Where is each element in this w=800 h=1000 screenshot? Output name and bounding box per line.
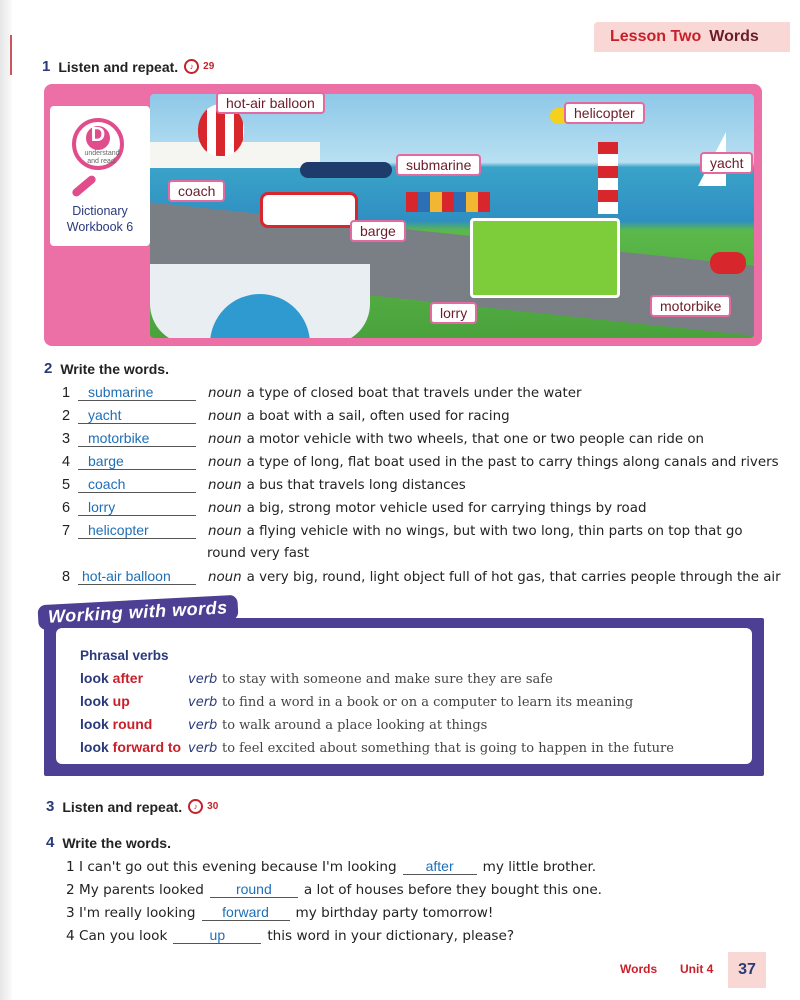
label-helicopter: helicopter <box>564 102 645 124</box>
part-of-speech: noun <box>208 455 242 470</box>
sentence-after: my little brother. <box>482 859 597 875</box>
verb-particle: up <box>112 693 130 709</box>
word-number: 7 <box>62 523 71 539</box>
definition-text: a type of closed boat that travels under the water <box>246 386 582 401</box>
verb-base: look <box>80 693 109 709</box>
definition-continuation: round very fast <box>207 546 310 561</box>
margin-mark <box>10 35 12 75</box>
definition-text: a motor vehicle with two wheels, that one or two people can ride on <box>246 432 705 447</box>
lesson-label: Lesson Two <box>610 28 702 45</box>
section-3-number: 3 <box>46 798 55 815</box>
label-yacht: yacht <box>700 152 753 174</box>
word-number: 8 <box>62 569 71 585</box>
word-answer-field[interactable]: helicopter <box>78 522 196 539</box>
word-number: 4 <box>62 454 71 470</box>
word-item <box>62 384 582 406</box>
audio-cd-icon[interactable]: ♪ <box>184 59 199 74</box>
sentence-item <box>66 904 493 926</box>
phrasal-verb-row <box>80 716 487 736</box>
section-4-heading <box>46 834 171 851</box>
sentence-after: my birthday party tomorrow! <box>295 905 494 921</box>
magnifier-icon <box>72 118 124 170</box>
verb-particle: after <box>112 670 144 686</box>
word-definition <box>208 524 743 539</box>
dictionary-callout <box>50 106 150 246</box>
definition-text: a big, strong motor vehicle used for carrying things by road <box>246 501 647 516</box>
section-4-number: 4 <box>46 834 55 851</box>
phrasal-verb-row <box>80 670 553 690</box>
word-number: 1 <box>62 385 71 401</box>
verb-base: look <box>80 739 109 755</box>
word-definition <box>208 501 646 516</box>
word-number: 2 <box>62 408 71 424</box>
label-hot-air-balloon: hot-air balloon <box>216 92 325 114</box>
definition-text: a type of long, flat boat used in the past to carry things along canals and rivers <box>246 455 779 470</box>
section-2-heading <box>44 360 169 377</box>
audio-cd-icon[interactable]: ♪ <box>188 799 203 814</box>
word-definition <box>208 455 779 470</box>
phrasal-verb-definition: to stay with someone and make sure they are safe <box>222 672 553 687</box>
sentence-answer-field[interactable]: up <box>173 927 261 944</box>
page-number: 37 <box>728 952 766 988</box>
word-item <box>62 499 646 521</box>
word-answer-field[interactable]: hot-air balloon <box>78 568 196 585</box>
sentence-number: 3 <box>66 905 75 921</box>
section-3-title: Listen and repeat. <box>62 798 183 815</box>
label-coach: coach <box>168 180 225 202</box>
phrasal-verb <box>80 693 188 709</box>
part-of-speech: noun <box>208 524 242 539</box>
sentence-before: I can't go out this evening because I'm looking <box>78 859 397 875</box>
part-of-speech: noun <box>208 478 242 493</box>
definition-text: a bus that travels long distances <box>246 478 466 493</box>
section-1-number: 1 <box>42 58 51 75</box>
motorbike-picture <box>710 252 746 274</box>
phrasal-verb <box>80 670 188 686</box>
part-of-speech: noun <box>208 501 242 516</box>
sentence-before: Can you look <box>78 928 168 944</box>
verb-base: look <box>80 670 109 686</box>
section-2-number: 2 <box>44 360 53 377</box>
word-answer-field[interactable]: barge <box>78 453 196 470</box>
word-answer-field[interactable]: motorbike <box>78 430 196 447</box>
verb-base: look <box>80 716 109 732</box>
sentence-item <box>66 881 602 903</box>
dictionary-small-text: understand and read. <box>84 150 120 165</box>
label-submarine: submarine <box>396 154 481 176</box>
lesson-topic: Words <box>709 28 759 45</box>
sentence-answer-field[interactable]: round <box>210 881 298 898</box>
lesson-header-tab <box>594 22 790 52</box>
part-of-speech: noun <box>208 570 242 585</box>
sentence-answer-field[interactable]: after <box>403 858 477 875</box>
verb-particle: round <box>112 716 153 732</box>
part-of-speech: verb <box>188 741 218 756</box>
magnifier-handle <box>71 174 98 198</box>
part-of-speech: noun <box>208 432 242 447</box>
phrasal-verb-definition: to feel excited about something that is going to happen in the future <box>222 741 674 756</box>
footer-section-name: Words <box>620 962 658 976</box>
sentence-number: 4 <box>66 928 75 944</box>
section-4-title: Write the words. <box>62 834 171 851</box>
dictionary-label-line1: Dictionary <box>72 204 128 218</box>
word-item <box>62 430 704 452</box>
label-motorbike: motorbike <box>650 295 731 317</box>
phrasal-verb-row <box>80 693 633 713</box>
coach-picture <box>260 192 358 228</box>
dictionary-letter: D <box>90 124 106 146</box>
word-answer-field[interactable]: yacht <box>78 407 196 424</box>
lorry-picture <box>470 218 620 298</box>
sentence-item <box>66 858 596 880</box>
barge-picture <box>406 192 490 212</box>
definition-text: a very big, round, light object full of hot gas, that carries people through the air <box>246 570 781 585</box>
section-1-heading <box>42 58 214 75</box>
definition-text: a flying vehicle with no wings, but with two long, thin parts on top that go <box>246 524 743 539</box>
word-number: 6 <box>62 500 71 516</box>
working-with-words-title: Working with words <box>37 595 238 630</box>
dictionary-label-line2: Workbook 6 <box>66 220 134 234</box>
audio-track-number: 29 <box>203 61 215 72</box>
part-of-speech: verb <box>188 718 218 733</box>
sentence-item <box>66 927 514 949</box>
definition-text: a boat with a sail, often used for racing <box>246 409 510 424</box>
sentence-number: 2 <box>66 882 75 898</box>
word-answer-field[interactable]: submarine <box>78 384 196 401</box>
word-definition <box>208 409 510 424</box>
section-3-heading <box>46 798 218 815</box>
section-2-title: Write the words. <box>60 360 169 377</box>
sentence-before: My parents looked <box>78 882 204 898</box>
word-answer-field[interactable]: coach <box>78 476 196 493</box>
part-of-speech: noun <box>208 386 242 401</box>
word-item <box>62 453 779 475</box>
part-of-speech: noun <box>208 409 242 424</box>
phrasal-verb-definition: to find a word in a book or on a computer to learn its meaning <box>222 695 634 710</box>
sentence-answer-field[interactable]: forward <box>202 904 290 921</box>
part-of-speech: verb <box>188 695 218 710</box>
word-number: 5 <box>62 477 71 493</box>
word-item <box>62 407 510 429</box>
word-definition <box>208 432 704 447</box>
word-item <box>62 522 743 544</box>
verb-particle: forward to <box>112 739 182 755</box>
sentence-after: a lot of houses before they bought this one. <box>303 882 603 898</box>
word-definition <box>208 570 781 585</box>
word-item <box>62 568 781 590</box>
word-number: 3 <box>62 431 71 447</box>
label-barge: barge <box>350 220 406 242</box>
section-1-title: Listen and repeat. <box>58 58 179 75</box>
phrasal-verb <box>80 739 188 755</box>
audio-track-number: 30 <box>207 801 219 812</box>
phrasal-verbs-heading: Phrasal verbs <box>80 648 169 663</box>
vocabulary-illustration <box>44 84 762 346</box>
sentence-number: 1 <box>66 859 75 875</box>
word-definition <box>208 478 466 493</box>
lighthouse-picture <box>598 142 618 214</box>
page-binding-edge <box>0 0 12 1000</box>
word-item <box>62 476 466 498</box>
word-definition <box>208 386 582 401</box>
phrasal-verb <box>80 716 188 732</box>
dictionary-reference <box>50 203 150 235</box>
sentence-before: I'm really looking <box>78 905 196 921</box>
phrasal-verb-definition: to walk around a place looking at things <box>222 718 488 733</box>
phrasal-verb-row <box>80 739 674 759</box>
footer-unit: Unit 4 <box>680 962 714 976</box>
label-lorry: lorry <box>430 302 477 324</box>
part-of-speech: verb <box>188 672 218 687</box>
submarine-picture <box>300 162 392 178</box>
sentence-after: this word in your dictionary, please? <box>267 928 515 944</box>
word-answer-field[interactable]: lorry <box>78 499 196 516</box>
